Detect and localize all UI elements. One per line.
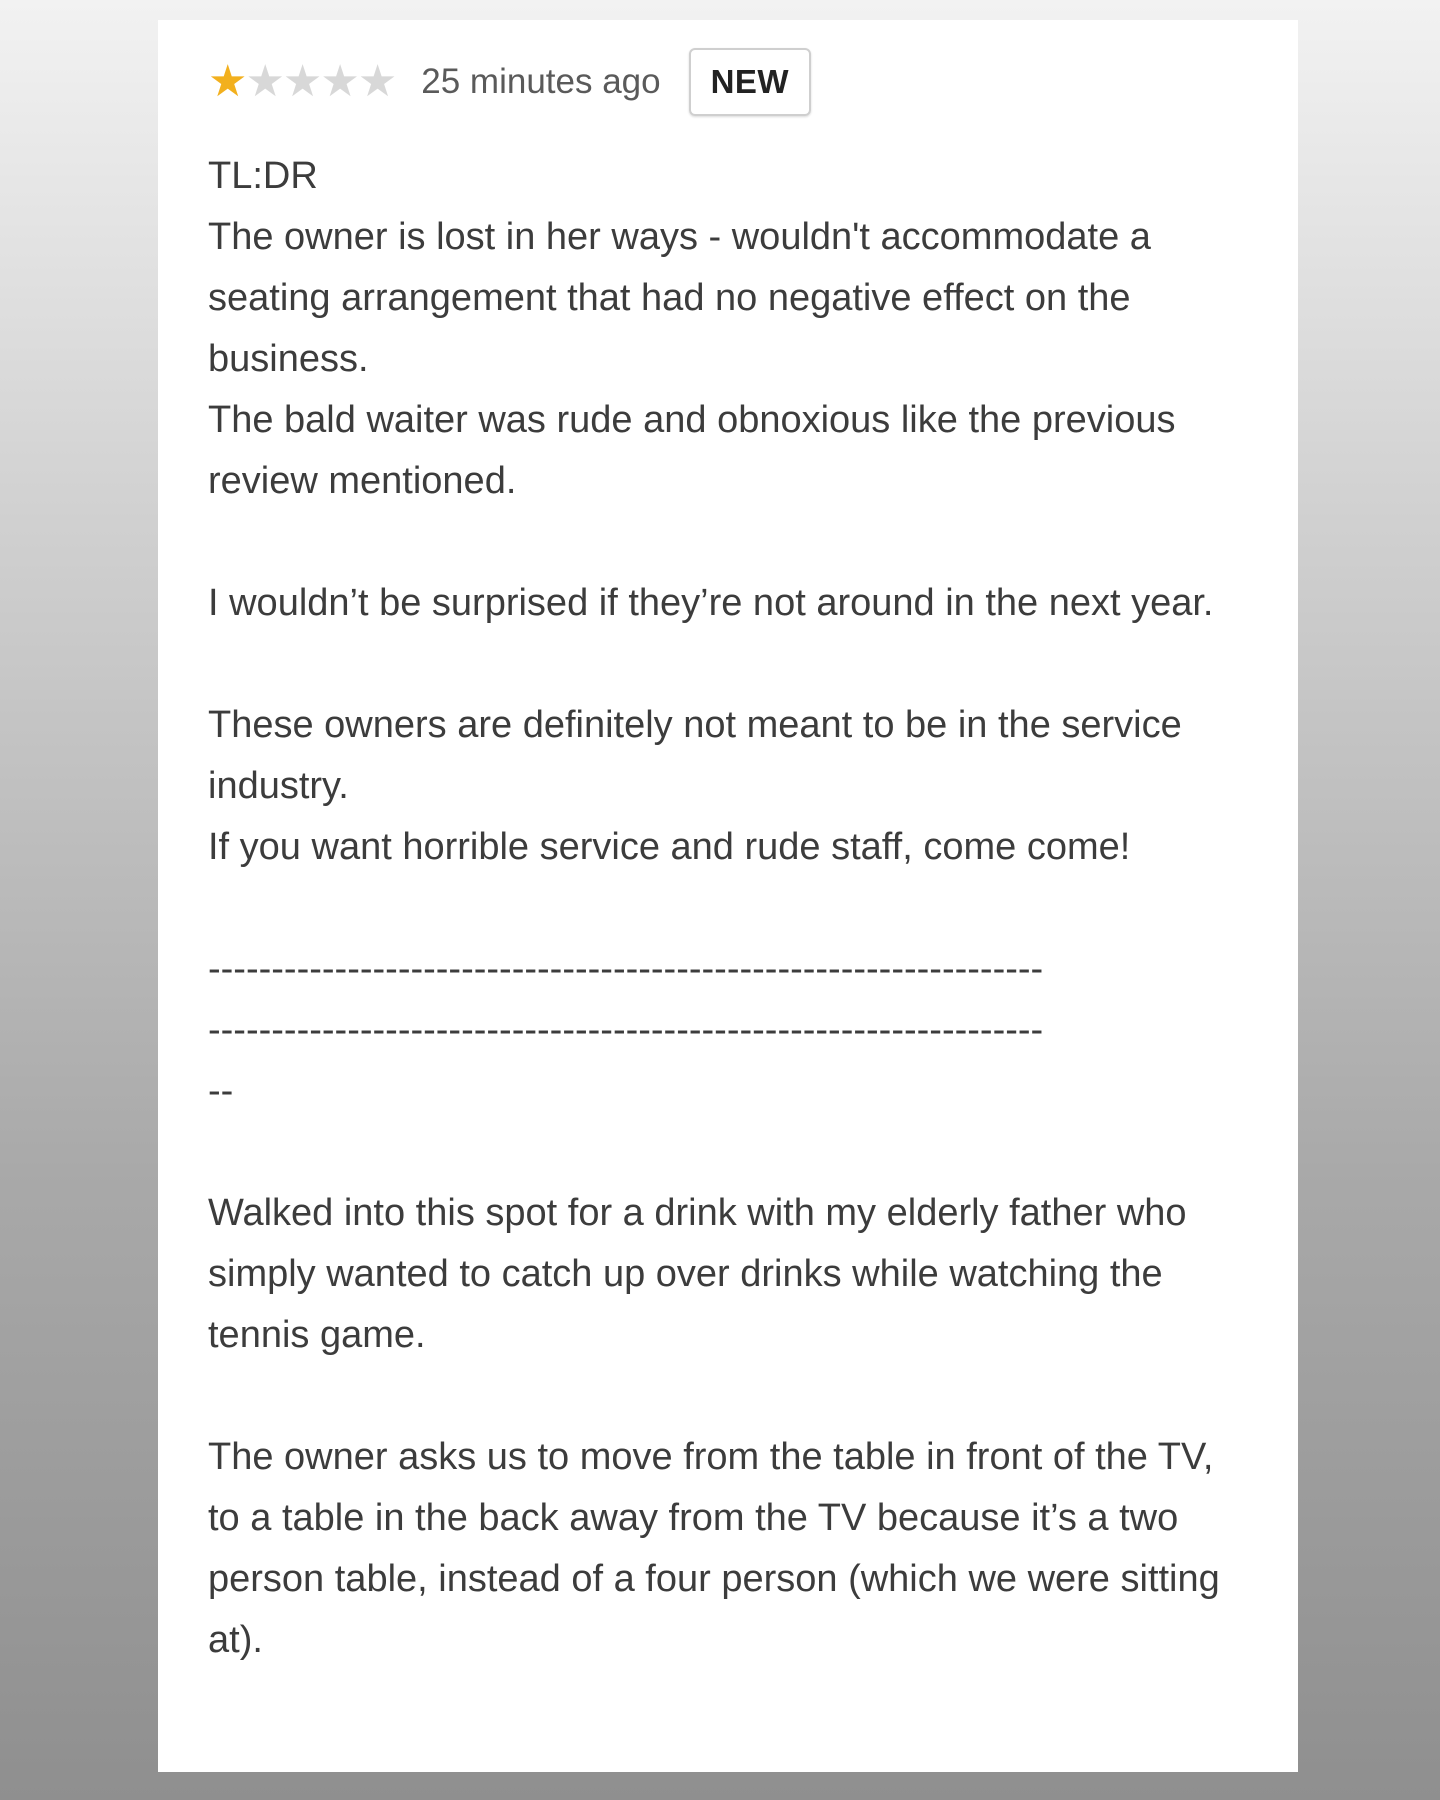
review-body bbox=[208, 146, 1250, 1671]
review-paragraph: These owners are definitely not meant to be in the service industry. bbox=[208, 704, 1193, 807]
review-header bbox=[208, 36, 1250, 128]
text-divider: ------------------------------------------------------------------ bbox=[208, 948, 1044, 990]
review-paragraph: The owner asks us to move from the table in front of the TV, to a table in the back away from the TV because it’s a two person table, instead of a four person (which we were sitting at). bbox=[208, 1436, 1231, 1661]
paragraph-gap bbox=[208, 878, 1250, 939]
review-timestamp: 25 minutes ago bbox=[421, 62, 661, 101]
star-filled-icon: ★ bbox=[208, 57, 248, 106]
paragraph-gap bbox=[208, 512, 1250, 573]
review-paragraph: If you want horrible service and rude staff, come come! bbox=[208, 826, 1131, 868]
star-empty-icon: ★ bbox=[282, 57, 323, 106]
text-divider: -- bbox=[208, 1070, 234, 1112]
text-divider: ------------------------------------------------------------------ bbox=[208, 1009, 1044, 1051]
review-paragraph: The owner is lost in her ways - wouldn't accommodate a seating arrangement that had no negative effect on the business. bbox=[208, 216, 1162, 380]
review-card bbox=[158, 20, 1298, 1772]
star-empty-icon: ★ bbox=[320, 57, 360, 106]
paragraph-gap bbox=[208, 1122, 1250, 1183]
review-paragraph: Walked into this spot for a drink with my elderly father who simply wanted to catch up over drinks while watching the tennis game. bbox=[208, 1192, 1198, 1356]
paragraph-gap bbox=[208, 1366, 1250, 1427]
new-badge: NEW bbox=[689, 48, 812, 116]
review-tldr: TL:DR bbox=[208, 155, 318, 197]
star-rating bbox=[208, 57, 398, 106]
star-empty-icon: ★ bbox=[357, 57, 398, 106]
star-empty-icon: ★ bbox=[245, 57, 285, 106]
paragraph-gap bbox=[208, 634, 1250, 695]
review-paragraph: I wouldn’t be surprised if they’re not around in the next year. bbox=[208, 582, 1214, 624]
review-paragraph: The bald waiter was rude and obnoxious like the previous review mentioned. bbox=[208, 399, 1187, 502]
